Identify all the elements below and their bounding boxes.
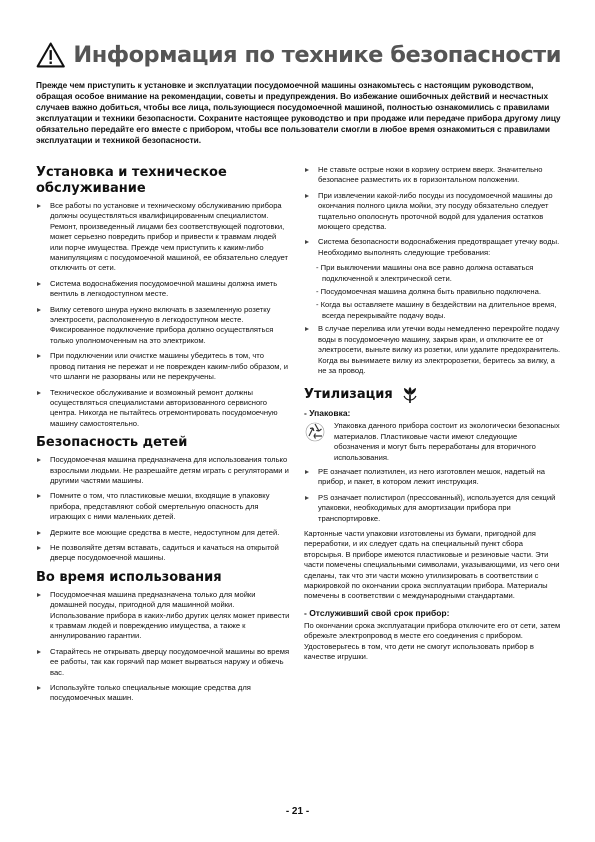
bullet-icon xyxy=(36,203,42,209)
list-item: При извлечении какой-либо посуды из посудомоечной машины до окончания полного цикла мойки, эту посуду обязательно следует тщательно ополоснуть проточной водой для удаления остатков моющего средства. xyxy=(304,191,562,233)
list-item: Посудомоечная машина предназначена для использования только взрослыми людьми. Не разрешайте детям играть с регуляторами и другими частями машины. xyxy=(36,455,290,486)
list-item: Не ставьте острые ножи в корзину острием вверх. Значительно безопаснее разместить их в горизонтальном положении. xyxy=(304,165,562,186)
bullet-icon xyxy=(36,592,42,598)
sub-list-item: - Когда вы оставляете машину в бездействии на длительное время, всегда перекрывайте подачу воды. xyxy=(316,300,557,320)
list-item: Посудомоечная машина предназначена только для мойки домашней посуды, пригодной для машинной мойки. Использование прибора в каких-либо других целях может привести к травмам людей и повреждению имущества, а также к аннулированию гарантии. xyxy=(36,590,290,642)
sub-list-item: - При выключении машины она все равно должна оставаться подключенной к электрической сети. xyxy=(316,263,534,283)
right-column xyxy=(304,165,562,668)
warning-triangle-icon xyxy=(36,39,65,71)
end-of-life-subtitle: - Отслуживший свой срок прибор: xyxy=(304,607,450,618)
left-column xyxy=(36,165,290,710)
list-item: Используйте только специальные моющие средства для посудомоечных машин. xyxy=(36,683,290,704)
list-item: Не позволяйте детям вставать, садиться и качаться на открытой дверце посудомоечной машины. xyxy=(36,543,290,564)
section-child-safety xyxy=(36,435,290,564)
list-item: Помните о том, что пластиковые мешки, входящие в упаковку прибора, представляют собой смертельную опасность для играющих с ними маленьких детей. xyxy=(36,491,290,522)
list-item: PS означает полистирол (прессованный), используется для секций упаковки, необходимых для амортизации прибора при транспортировке. xyxy=(304,493,562,524)
end-of-life-paragraph: По окончании срока эксплуатации прибора отключите его от сети, затем обрежьте электропровод в месте его соединения с прибором. Удостоверьтесь в том, что дети не смогут использовать прибор в качестве игрушки. xyxy=(304,620,561,662)
bullet-icon xyxy=(304,239,310,245)
recycle-text: Упаковка данного прибора состоит из экологически безопасных материалов. Пластиковые части имеют следующие обозначения и могут быть переработаны для вторичного использования. xyxy=(334,421,560,462)
list-item: Старайтесь не открывать дверцу посудомоечной машины во время ее работы, так как горячий пар может вырваться наружу и обжечь вас. xyxy=(36,647,290,678)
cardboard-paragraph: Картонные части упаковки изготовлены из бумаги, пригодной для переработки, и их следует сдать на специальный пункт сбора вторсырья. В приборе имеются пластиковые и резиновые части. Эти части помечены специальными символами, указывающими, из чего они сделаны, так что эти части можно утилизировать в соответствии с маркировкой по окончании срока эксплуатации прибора. Материалы помечены в соответствии с международными стандартами. xyxy=(304,528,560,601)
section-heading: Во время использования xyxy=(36,569,222,585)
list-item: При подключении или очистке машины убедитесь в том, что провод питания не пережат и не поврежден каким-либо образом, и что шланги не разорваны или не перекручены. xyxy=(36,351,290,382)
recycle-block xyxy=(304,421,562,463)
section-during-use xyxy=(36,570,290,704)
list-item: Техническое обслуживание и возможный ремонт должны осуществляться специалистами авторизованного сервисного центра. Никогда не пытайтесь отремонтировать посудомоечную машину самостоятельно. xyxy=(36,388,290,430)
bullet-icon xyxy=(304,495,310,501)
sub-list-item: - Посудомоечная машина должна быть правильно подключена. xyxy=(316,287,541,297)
page-title: Информация по технике безопасности xyxy=(73,42,561,68)
bullet-icon xyxy=(36,307,42,313)
list-item: PE означает полиэтилен, из него изготовлен мешок, надетый на прибор, и пакет, в котором лежит инструкция. xyxy=(304,467,562,488)
bullet-icon xyxy=(304,469,310,475)
bullet-icon xyxy=(36,493,42,499)
list-item: Все работы по установке и техническому обслуживанию прибора должны осуществляться квалифицированным специалистом. Ремонт, произведенный лицами без соответствующей подготовки, может серьезно повредить прибор и привести к травмам людей или порче имущества. Прежде чем приступить к каким-либо манипуляциям с посудомоечной машиной, ее обязательно следует отключить от сети. xyxy=(36,201,290,274)
bullet-icon xyxy=(36,457,42,463)
bullet-icon xyxy=(36,530,42,536)
list-item: Вилку сетевого шнура нужно включать в заземленную розетку электросети, расположенную в легкодоступном месте. Фиксированное подключение прибора должно осуществляться только уполномоченным на это электриком. xyxy=(36,305,290,347)
recycle-icon xyxy=(304,421,326,443)
list-item: Система водоснабжения посудомоечной машины должна иметь вентиль в легкодоступном месте. xyxy=(36,279,290,300)
bullet-icon xyxy=(36,545,42,551)
section-heading: Безопасность детей xyxy=(36,435,188,451)
packaging-subtitle: - Упаковка: xyxy=(304,408,351,419)
bullet-icon xyxy=(304,167,310,173)
bullet-icon xyxy=(36,390,42,396)
bullet-icon xyxy=(36,281,42,287)
bullet-icon xyxy=(304,326,310,332)
bullet-icon xyxy=(36,649,42,655)
section-heading: Утилизация xyxy=(304,387,393,403)
section-installation xyxy=(36,165,290,429)
bullet-icon xyxy=(36,685,42,691)
page-number: - 21 - xyxy=(285,806,310,817)
list-item: Держите все моющие средства в месте, недоступном для детей. xyxy=(36,528,290,538)
intro-paragraph: Прежде чем приступить к установке и эксплуатации посудомоечной машины ознакомьтесь с настоящим руководством, обращая особое внимание на рекомендации, советы и предупреждения. Во избежание ошибочных действий и несчастных случаев важно добиться, чтобы все лица, пользующиеся посудомоечной машиной, полностью ознакомились с правилами эксплуатации и техники безопасности. Сохраните настоящее руководство и при продаже или передаче прибора другому лицу обязательно передайте его вместе с прибором, чтобы все пользователи смогли в любое время ознакомиться с правилами эксплуатации и техникой безопасности. xyxy=(36,80,561,145)
list-item: Система безопасности водоснабжения предотвращает утечку воды. Необходимо выполнять следующие требования: xyxy=(304,237,562,258)
list-item: В случае перелива или утечки воды немедленно перекройте подачу воды в посудомоечную машину, закрыв кран, и отключите ее от электросети, выньте вилку из розетки, или удалите предохранитель. Когда вы вынимаете вилку из электророзетки, беритесь за вилку, а не за провод. xyxy=(304,324,562,376)
flower-icon xyxy=(401,386,419,404)
bullet-icon xyxy=(36,353,42,359)
section-heading: Установка и техническое обслуживание xyxy=(36,165,227,196)
bullet-icon xyxy=(304,193,310,199)
disposal-heading-row xyxy=(304,386,562,404)
title-row xyxy=(36,38,561,72)
